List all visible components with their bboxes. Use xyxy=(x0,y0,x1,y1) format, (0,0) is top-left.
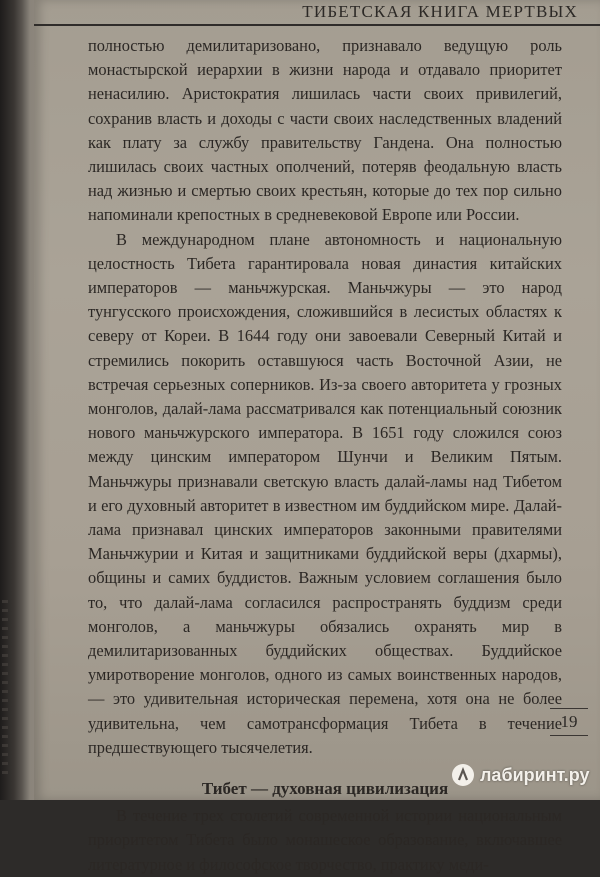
page-number: 19 xyxy=(550,708,588,736)
page-edge-shadow xyxy=(2,600,8,780)
section-paragraph: В течение трех столетий современной истории национальным приоритетом Тибета было монашеское образование, включавшее литературное и философское творчество, практику меди- xyxy=(88,806,562,874)
header-rule xyxy=(34,24,600,26)
watermark-text: лабиринт.ру xyxy=(480,764,590,785)
section-heading: Тибет — духовная цивилизация xyxy=(201,779,449,799)
book-page xyxy=(34,0,600,874)
labirint-logo-icon xyxy=(452,764,474,786)
running-header: ТИБЕТСКАЯ КНИГА МЕРТВЫХ xyxy=(302,2,578,21)
page-body xyxy=(88,34,562,877)
labirint-watermark xyxy=(452,764,590,786)
paragraph-2: В международном плане автономность и национальную целостность Тибета гарантировала новая династия китайских императоров — маньчжурская. Маньчжуры — это народ тунгусского происхождения, сложившийся в лесистых областях к северу от Кореи. В 1644 году они завоевали Северный Китай и стремились покорить оставшуюся часть Восточной Азии, не встречая серьезных соперников. Из-за своего авторитета у грозных монголов, далай-лама рассматривался как потенциальный союзник нового маньчжурского императора. В 1651 году сложился союз между цинским императором Шунчи и Великим Пятым. Маньчжуры признавали светскую власть далай-ламы над Тибетом и его духовный авторитет в известном им буддийском мире. Далай-лама признавал цинских императоров законными правителями Маньчжурии и Китая и защитниками буддийской веры (дхармы), общины и самих буддистов. Важным условием соглашения было то, что далай-лама согласился распространять буддизм среди монголов, а маньчжуры обязались охранять мир в демилитаризованных буддийских обществах. Буддийское умиротворение монголов, одного из самых воинственных народов, — это удивительная историческая перемена, хотя она не более удивительна, чем самотрансформация Тибета в течение предшествующего тысячелетия. xyxy=(88,229,562,757)
paragraph-1: полностью демилитаризовано, признавало ведущую роль монастырской иерархии в жизни народа и отдавало приоритет ненасилию. Аристократия лишилась части своих привилегий, сохранив власть и доходы с части своих наследственных владений как плату за службу правительству Гандена. Она полностью лишилась своих частных ополчений, потеряв феодальную власть над жизнью и смертью своих крестьян, которые до тех пор сильно напоминали крепостных в средневековой Европе или России. xyxy=(88,36,562,225)
